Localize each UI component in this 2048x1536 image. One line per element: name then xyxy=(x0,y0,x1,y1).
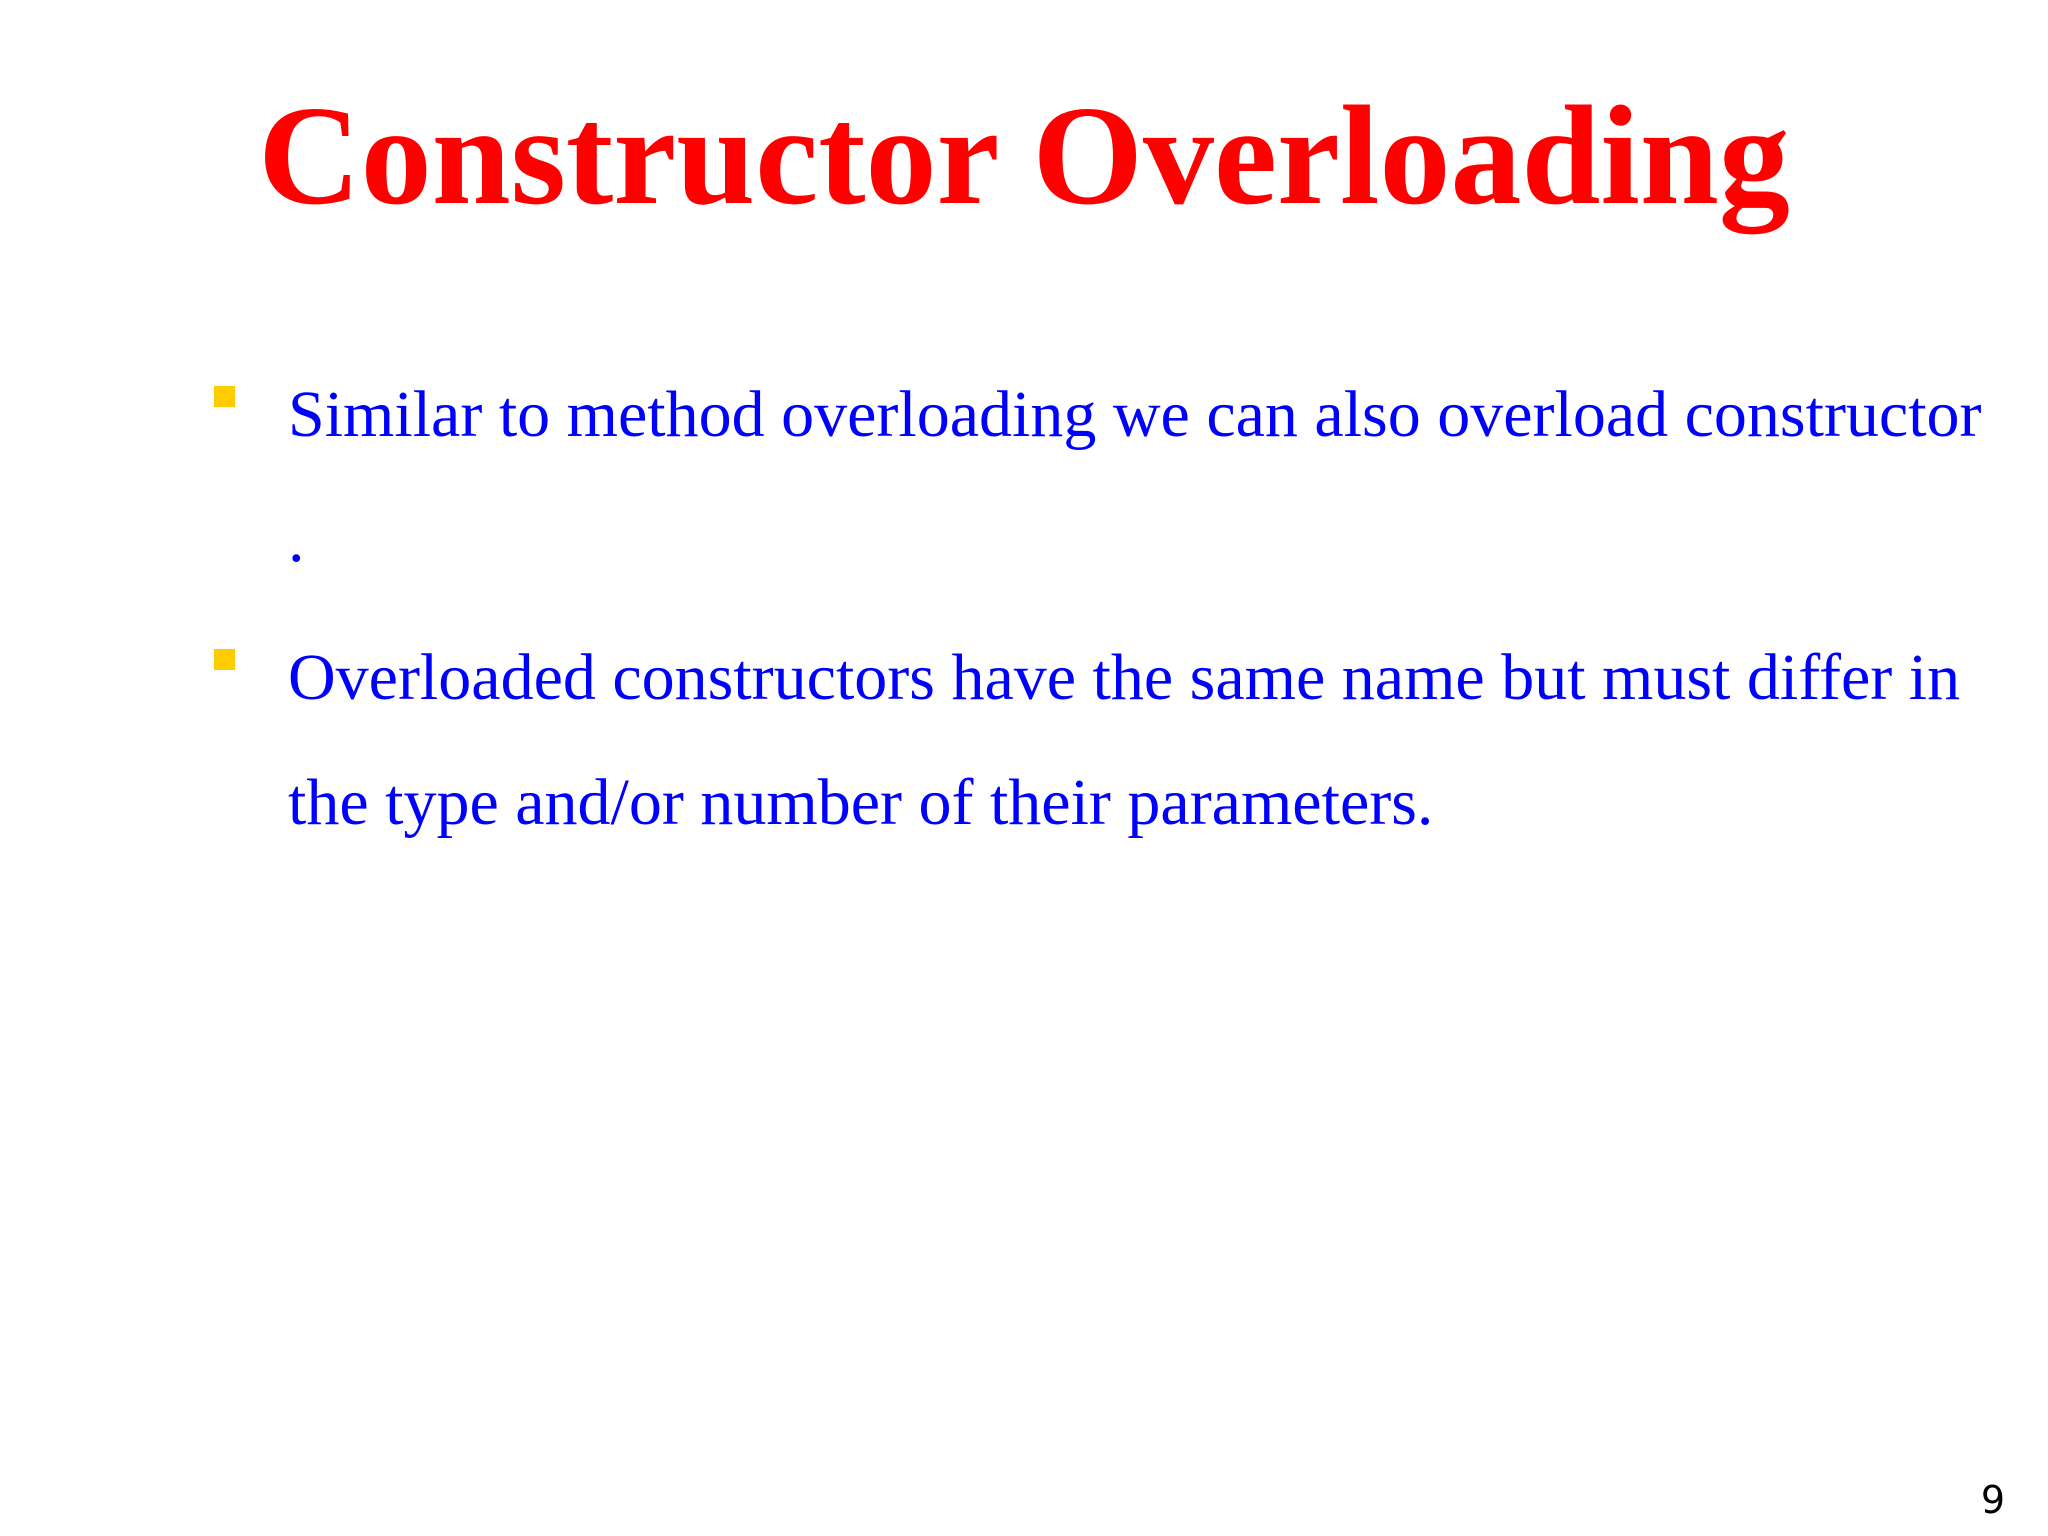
slide-title: Constructor Overloading xyxy=(258,76,1790,234)
bullet-text: Similar to method overloading we can also overload constructor . xyxy=(288,378,1982,576)
bullet-item xyxy=(0,352,2048,602)
page-number: 9 xyxy=(1980,1478,2005,1522)
bullet-item xyxy=(0,615,2048,865)
bullet-list xyxy=(0,352,2048,878)
bullet-text: Overloaded constructors have the same name but must differ in the type and/or number of their parameters. xyxy=(288,641,1961,839)
square-bullet-icon xyxy=(214,386,235,407)
square-bullet-icon xyxy=(214,649,235,670)
